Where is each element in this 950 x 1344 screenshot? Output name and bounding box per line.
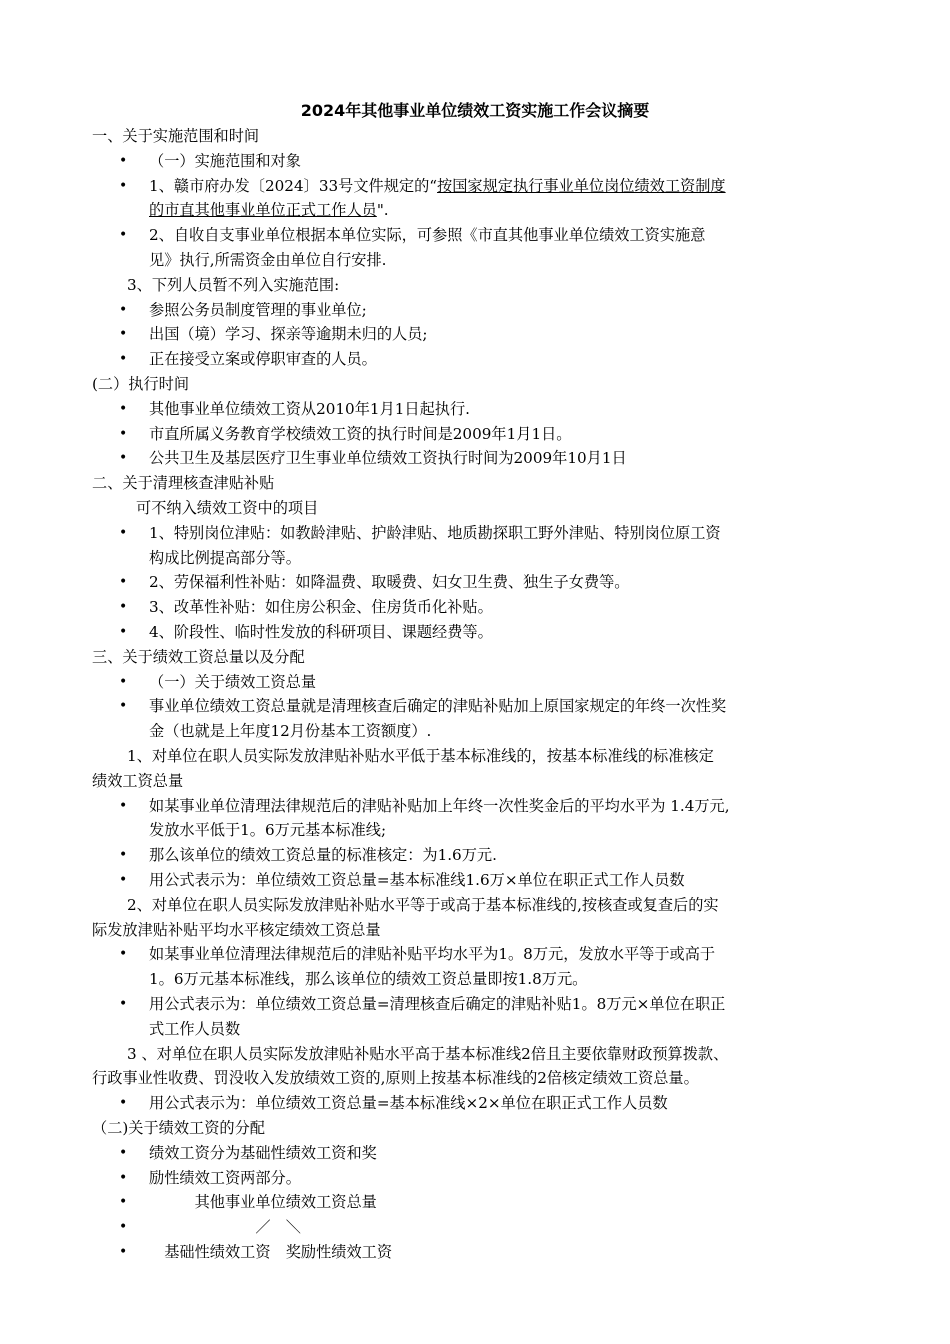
line-text: (二）执行时间 [92, 375, 190, 393]
bullet-item [149, 174, 726, 198]
bullet-item [149, 422, 571, 446]
bullet-marker: • [119, 1169, 128, 1186]
bullet-item [149, 298, 367, 322]
line-text: 绩效工资总量 [92, 771, 184, 790]
bullet-item [149, 794, 730, 818]
bullet-marker: • [119, 1144, 128, 1161]
bullet-marker: • [119, 698, 128, 715]
bullet-marker: • [119, 425, 128, 442]
bullet-item [149, 992, 725, 1016]
bullet-marker: • [119, 1095, 128, 1112]
bullet-marker: • [119, 1194, 128, 1211]
text-line [92, 471, 274, 495]
continuation-line [149, 719, 431, 743]
line-text: 3、改革性补贴：如住房公积金、住房货币化补贴。 [149, 598, 493, 617]
line-text: 式工作人员数 [149, 1019, 241, 1038]
line-text: ". [376, 201, 389, 220]
bullet-marker: • [119, 351, 128, 368]
line-text: 用公式表示为：单位绩效工资总量=清理核查后确定的津贴补贴1。8万元×单位在职正 [149, 995, 726, 1013]
bullet-item [149, 347, 377, 371]
line-text: 一、关于实施范围和时间 [92, 127, 260, 145]
bullet-item [149, 1141, 377, 1165]
line-text: ／ ＼ [149, 1218, 301, 1237]
line-text: 公共卫生及基层医疗卫生事业单位绩效工资执行时间为2009年10月1日 [149, 449, 627, 468]
continuation-line [149, 198, 389, 222]
bullet-marker: • [119, 1244, 128, 1260]
line-text: 3、下列人员暂不列入实施范围: [127, 275, 340, 294]
bullet-item [149, 322, 428, 346]
text-line [92, 918, 381, 942]
continuation-line [149, 546, 301, 570]
bullet-marker: • [119, 996, 128, 1012]
line-text: 行政事业性收费、罚没收入发放绩效工资的,原则上按基本标准线的2倍核定绩效工资总量。 [92, 1069, 699, 1088]
text-line [92, 645, 305, 669]
line-text: 三、关于绩效工资总量以及分配 [92, 647, 305, 666]
line-text: 2、自收自支事业单位根据本单位实际，可参照《市直其他事业单位绩效工资实施意 [149, 226, 706, 245]
bullet-marker: • [119, 624, 128, 640]
line-text: 基础性绩效工资 奖励性绩效工资 [149, 1243, 392, 1261]
line-text: （一）实施范围和对象 [149, 151, 301, 170]
bullet-marker: • [119, 946, 128, 963]
bullet-marker: • [119, 872, 128, 888]
text-line [92, 1066, 699, 1090]
line-text: 如某事业单位清理法律规范后的津贴补贴加上年终一次性奖金后的平均水平为 1.4万元, [149, 796, 730, 815]
line-text: 其他事业单位绩效工资总量 [149, 1193, 377, 1212]
line-text: 可不纳入绩效工资中的项目 [136, 499, 319, 517]
line-text: 励性绩效工资两部分。 [149, 1168, 301, 1187]
bullet-item [149, 446, 627, 470]
bullet-marker: • [119, 177, 128, 194]
text-line [136, 496, 318, 520]
line-text: （二)关于绩效工资的分配 [92, 1119, 265, 1137]
bullet-marker: • [119, 227, 128, 244]
line-text: 参照公务员制度管理的事业单位; [149, 300, 367, 319]
bullet-marker: • [119, 152, 128, 169]
bullet-item [149, 1240, 392, 1264]
bullet-marker: • [119, 400, 128, 417]
line-text: 市直所属义务教育学校绩效工资的执行时间是2009年1月1日。 [149, 424, 572, 443]
line-text: 用公式表示为：单位绩效工资总量=基本标准线×2×单位在职正式工作人员数 [149, 1094, 668, 1113]
bullet-item [149, 670, 316, 694]
line-text: 用公式表示为：单位绩效工资总量=基本标准线1.6万×单位在职正式工作人员数 [149, 871, 685, 889]
bullet-item [149, 843, 497, 867]
bullet-item [149, 942, 715, 966]
text-line [127, 744, 714, 768]
bullet-item [149, 620, 493, 644]
bullet-marker: • [119, 450, 128, 467]
line-text: 见》执行,所需资金由单位自行安排. [149, 251, 387, 269]
line-text: 3 、对单位在职人员实际发放津贴补贴水平高于基本标准线2倍且主要依靠财政预算拨款、 [127, 1044, 729, 1063]
line-text: 1。6万元基本标准线，那么该单位的绩效工资总量即按1.8万元。 [149, 970, 588, 989]
bullet-marker: • [119, 599, 128, 616]
bullet-item [149, 521, 721, 545]
line-text: 事业单位绩效工资总量就是清理核查后确定的津贴补贴加上原国家规定的年终一次性奖 [149, 697, 727, 716]
continuation-line [149, 967, 587, 991]
line-text: 绩效工资分为基础性绩效工资和奖 [149, 1143, 377, 1162]
text-line [92, 372, 189, 396]
line-text: 4、阶段性、临时性发放的科研项目、课题经费等。 [149, 623, 493, 641]
line-text: 正在接受立案或停职审查的人员。 [149, 350, 377, 369]
bullet-item [149, 149, 301, 173]
line-text: （一）关于绩效工资总量 [149, 672, 317, 691]
continuation-line [149, 1017, 240, 1041]
bullet-marker: • [119, 524, 128, 541]
text-line [127, 893, 719, 917]
line-text: 发放水平低于1。6万元基本标准线; [149, 821, 387, 840]
line-text: 2、劳保福利性补贴：如降温费、取暖费、妇女卫生费、独生子女费等。 [149, 573, 630, 592]
text-line [92, 124, 259, 148]
line-text: 出国（境）学习、探亲等逾期未归的人员; [149, 325, 428, 344]
bullet-marker: • [119, 847, 128, 864]
bullet-item [149, 223, 705, 247]
line-text: 其他事业单位绩效工资从2010年1月1日起执行. [149, 399, 470, 418]
bullet-item [149, 1190, 377, 1214]
line-text: 二、关于清理核查津贴补贴 [92, 474, 275, 493]
underlined-text: 的市直其他事业单位正式工作人员 [149, 201, 377, 220]
line-text: 2、对单位在职人员实际发放津贴补贴水平等于或高于基本标准线的,按核查或复查后的实 [127, 895, 719, 914]
line-text: 那么该单位的绩效工资总量的标准核定：为1.6万元. [149, 846, 497, 865]
line-text: 如某事业单位清理法律规范后的津贴补贴平均水平为1。8万元，发放水平等于或高于 [149, 945, 716, 964]
bullet-marker: • [119, 673, 128, 690]
bullet-item [149, 1166, 301, 1190]
bullet-marker: • [119, 326, 128, 343]
bullet-item [149, 397, 470, 421]
continuation-line [149, 248, 386, 272]
line-text: 金（也就是上年度12月份基本工资额度）. [149, 722, 432, 741]
line-text: 1、对单位在职人员实际发放津贴补贴水平低于基本标准线的，按基本标准线的标准核定 [127, 747, 714, 765]
bullet-item [149, 868, 685, 892]
continuation-line [149, 818, 386, 842]
bullet-item [149, 694, 726, 718]
line-text: 1、特别岗位津贴：如教龄津贴、护龄津贴、地质勘探职工野外津贴、特别岗位原工资 [149, 523, 721, 542]
bullet-marker: • [119, 301, 128, 318]
bullet-marker: • [119, 1219, 128, 1236]
text-line [127, 273, 339, 297]
text-line [92, 1116, 265, 1140]
line-text: 际发放津贴补贴平均水平核定绩效工资总量 [92, 920, 381, 939]
underlined-text: 按国家规定执行事业单位岗位绩效工资制度 [437, 176, 726, 195]
line-text: 构成比例提高部分等。 [149, 548, 301, 567]
bullet-item [149, 570, 629, 594]
bullet-marker: • [119, 797, 128, 814]
bullet-item [149, 595, 493, 619]
text-line [92, 769, 183, 793]
bullet-item [149, 1091, 668, 1115]
document-title: 2024年其他事业单位绩效工资实施工作会议摘要 [300, 101, 650, 120]
line-text: 1、赣市府办发〔2024〕33号文件规定的“ [149, 176, 438, 195]
bullet-marker: • [119, 574, 128, 591]
bullet-item [149, 1215, 301, 1239]
text-line [127, 1042, 728, 1066]
